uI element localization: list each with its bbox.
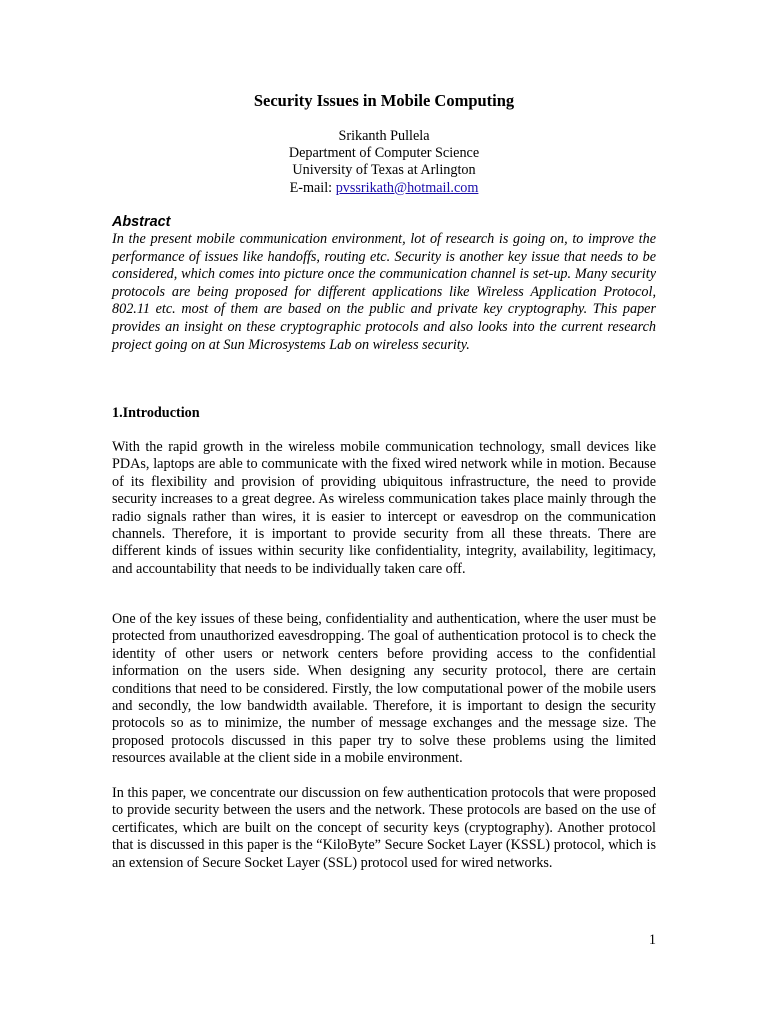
author-department: Department of Computer Science [288,145,480,162]
abstract-text: In the present mobile communication environment, lot of research is going on, to improve the performance of issues like handoffs, routing etc. Security is another key issue that needs to be considered, which comes into picture once the communication channel is set-up. Many security protocols are being proposed for different applications like Wireless Application Protocol, 802.11 etc. most of them are based on the public and private key cryptography. This paper provides an insight on these cryptographic protocols and also looks into the current research project going on at Sun Microsystems Lab on wireless security. [112,231,656,353]
email-label: E-mail: [289,179,336,196]
introduction-paragraph-2: One of the key issues of these being, confidentiality and authentication, where the user must be protected from unauthorized eavesdropping. The goal of authentication protocol is to check the identity of other users or network centers before providing access to the confidential information on the users side. When designing any security protocol, there are certain conditions that need to be considered. Firstly, the low computational power of the mobile users and secondly, the low bandwidth available. Therefore, it is important to design the security protocols so as to minimize, the number of message exchanges and the message size. The proposed protocols discussed in this paper try to solve these problems using the limited resources available at the client side in a mobile environment. [112,611,656,767]
author-name: Srikanth Pullela [338,128,430,144]
author-university: University of Texas at Arlington [292,162,476,179]
introduction-paragraph-1: With the rapid growth in the wireless mobile communication technology, small devices like PDAs, laptops are able to communicate with the fixed wired network while in motion. Because of its flexibility and provision of providing ubiquitous infrastructure, the need to provide security increases to a great degree. As wireless communication takes place mainly through the radio signals rather than wires, it is easier to intercept or eavesdrop on the communication channels. Therefore, it is important to provide security from all these threats. There are different kinds of issues within security like confidentiality, integrity, availability, legitimacy, and accountability that needs to be individually taken care off. [112,439,656,577]
paper-title: Security Issues in Mobile Computing [253,91,515,110]
introduction-heading: 1.Introduction [112,405,200,421]
author-email-line [0,180,768,197]
abstract-heading: Abstract [112,214,171,230]
introduction-paragraph-3: In this paper, we concentrate our discussion on few authentication protocols that were proposed to provide security between the users and the network. These protocols are based on the use of certificates, which are built on the concept of security keys (cryptography). Another protocol that is discussed in this paper is the “KiloByte” Secure Socket Layer (KSSL) protocol, which is an extension of Secure Socket Layer (SSL) protocol used for wired networks. [112,785,656,871]
author-block [0,128,768,197]
email-link[interactable]: pvssrikath@hotmail.com [335,179,479,196]
page-number: 1 [648,932,656,948]
